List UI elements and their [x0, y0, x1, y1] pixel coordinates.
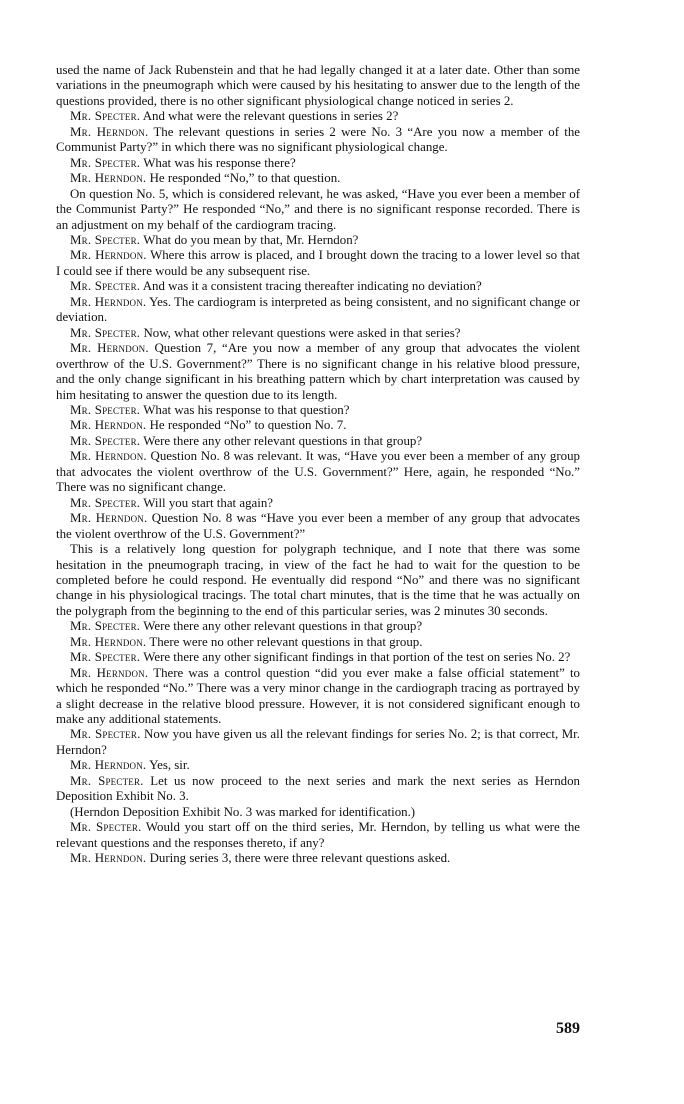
speaker-label: Mr. Specter. — [70, 820, 142, 835]
testimony-paragraph — [56, 187, 580, 233]
testimony-text — [56, 63, 580, 867]
testimony-paragraph — [56, 341, 580, 403]
speaker-label: Mr. Herndon. — [70, 758, 147, 773]
speaker-label: Mr. Specter. — [70, 402, 141, 417]
paragraph-text: What do you mean by that, Mr. Herndon? — [143, 232, 359, 247]
testimony-paragraph — [56, 851, 580, 866]
paragraph-text: He responded “No” to question No. 7. — [149, 418, 347, 433]
testimony-paragraph — [56, 109, 580, 124]
paragraph-text: Question No. 8 was “Have you ever been a member of any group that advocates the violent overthrow of the U.S. Government?” — [56, 511, 580, 541]
speaker-label: Mr. Herndon. — [70, 124, 149, 139]
testimony-paragraph — [56, 635, 580, 650]
speaker-label: Mr. Herndon. — [70, 449, 147, 464]
testimony-paragraph — [56, 233, 580, 248]
paragraph-text: Will you start that again? — [143, 495, 273, 510]
testimony-paragraph — [56, 774, 580, 805]
paragraph-text: Yes. The cardiogram is interpreted as being consistent, and no significant change or deviation. — [56, 294, 580, 325]
testimony-paragraph — [56, 403, 580, 418]
speaker-label: Mr. Herndon. — [70, 634, 147, 649]
speaker-label: Mr. Specter. — [70, 773, 144, 788]
testimony-paragraph — [56, 650, 580, 665]
paragraph-text: He responded “No,” to that question. — [149, 171, 341, 186]
testimony-paragraph — [56, 326, 580, 341]
paragraph-text: Would you start off on the third series, Mr. Herndon, by telling us what were the relevant questions and the responses thereto, if any? — [56, 820, 580, 850]
paragraph-text: Question 7, “Are you now a member of any group that advocates the violent overthrow of the U.S. Government?” There is no significant change in his relative blood pressure, and the only change significant in his breathing pattern which by chart interpretation was caused by him hesitating to answer the question due to its length. — [56, 341, 580, 402]
paragraph-text: Were there any other relevant questions in that group? — [143, 619, 423, 634]
paragraph-text: What was his response to that question? — [143, 402, 350, 417]
speaker-label: Mr. Specter. — [70, 650, 141, 665]
speaker-label: Mr. Herndon. — [70, 341, 149, 356]
testimony-paragraph — [56, 279, 580, 294]
paragraph-text: And was it a consistent tracing thereafter indicating no deviation? — [142, 279, 482, 294]
paragraph-text: There was a control question “did you ever make a false official statement” to which he responded “No.” There was a very minor change in the cardiograph tracing as portrayed by a slight decrease in the relative blood pressure. However, it is not considered significant enough to make any additional statements. — [56, 665, 580, 727]
testimony-paragraph — [56, 758, 580, 773]
speaker-label: Mr. Herndon. — [70, 851, 147, 866]
speaker-label: Mr. Specter. — [70, 727, 141, 742]
paragraph-text: (Herndon Deposition Exhibit No. 3 was marked for identification.) — [70, 804, 416, 819]
testimony-paragraph — [56, 125, 580, 156]
paragraph-text: Where this arrow is placed, and I brought down the tracing to a lower level so that I could see if there would be any subsequent rise. — [56, 248, 580, 278]
testimony-paragraph — [56, 805, 580, 820]
paragraph-text: And what were the relevant questions in series 2? — [142, 109, 399, 124]
testimony-paragraph — [56, 666, 580, 728]
testimony-paragraph — [56, 418, 580, 433]
testimony-paragraph — [56, 63, 580, 109]
speaker-label: Mr. Herndon. — [70, 294, 147, 309]
paragraph-text: There were no other relevant questions in that group. — [149, 634, 423, 649]
paragraph-text: Let us now proceed to the next series and mark the next series as Herndon Deposition Exhibit No. 3. — [56, 773, 580, 804]
testimony-paragraph — [56, 156, 580, 171]
speaker-label: Mr. Herndon. — [70, 248, 147, 263]
page-number: 589 — [556, 1020, 580, 1037]
testimony-paragraph — [56, 511, 580, 542]
speaker-label: Mr. Herndon. — [70, 665, 149, 680]
testimony-paragraph — [56, 295, 580, 326]
speaker-label: Mr. Specter. — [70, 279, 141, 294]
paragraph-text: Yes, sir. — [149, 758, 190, 773]
testimony-paragraph — [56, 496, 580, 511]
testimony-paragraph — [56, 619, 580, 634]
speaker-label: Mr. Herndon. — [70, 418, 147, 433]
paragraph-text: used the name of Jack Rubenstein and that he had legally changed it at a later date. Other than some variations in the pneumograph which were caused by his hesitating to answer due to the length of the questions provided, there is no other significant physiological change noticed in series 2. — [56, 63, 580, 108]
testimony-paragraph — [56, 171, 580, 186]
speaker-label: Mr. Specter. — [70, 109, 141, 124]
testimony-paragraph — [56, 248, 580, 279]
paragraph-text: Now you have given us all the relevant findings for series No. 2; is that correct, Mr. Herndon? — [56, 727, 580, 757]
testimony-paragraph — [56, 820, 580, 851]
speaker-label: Mr. Specter. — [70, 495, 141, 510]
testimony-paragraph — [56, 449, 580, 495]
paragraph-text: The relevant questions in series 2 were No. 3 “Are you now a member of the Communist Party?” in which there was no significant physiological change. — [56, 124, 581, 155]
speaker-label: Mr. Herndon. — [70, 171, 147, 186]
speaker-label: Mr. Specter. — [70, 619, 141, 634]
paragraph-text: Question No. 8 was relevant. It was, “Have you ever been a member of any group that advocates the violent overthrow of the U.S. Government?” Here, again, he responded “No.” There was no significant change. — [56, 449, 580, 495]
speaker-label: Mr. Specter. — [70, 232, 141, 247]
testimony-paragraph — [56, 727, 580, 758]
paragraph-text: This is a relatively long question for polygraph technique, and I note that there was some hesitation in the pneumograph tracing, in view of the fact he had to wait for the question to be completed before he could respond. He eventually did respond “No” and there was no significant change in his physiological tracings. The total chart minutes, that is the time that he was actually on the polygraph from the beginning to the end of this particular series, was 2 minutes 30 seconds. — [56, 542, 580, 618]
speaker-label: Mr. Herndon. — [70, 511, 148, 526]
testimony-paragraph — [56, 542, 580, 619]
paragraph-text: Were there any other significant findings in that portion of the test on series No. 2? — [143, 650, 571, 665]
paragraph-text: During series 3, there were three relevant questions asked. — [149, 851, 451, 866]
speaker-label: Mr. Specter. — [70, 325, 141, 340]
speaker-label: Mr. Specter. — [70, 433, 141, 448]
paragraph-text: Now, what other relevant questions were asked in that series? — [143, 325, 461, 340]
paragraph-text: Were there any other relevant questions in that group? — [143, 433, 423, 448]
testimony-paragraph — [56, 434, 580, 449]
speaker-label: Mr. Specter. — [70, 155, 141, 170]
paragraph-text: What was his response there? — [143, 155, 296, 170]
paragraph-text: On question No. 5, which is considered relevant, he was asked, “Have you ever been a member of the Communist Party?” He responded “No,” and there is no significant response recorded. There is an adjustment on my behalf of the cardiogram tracing. — [56, 186, 580, 232]
